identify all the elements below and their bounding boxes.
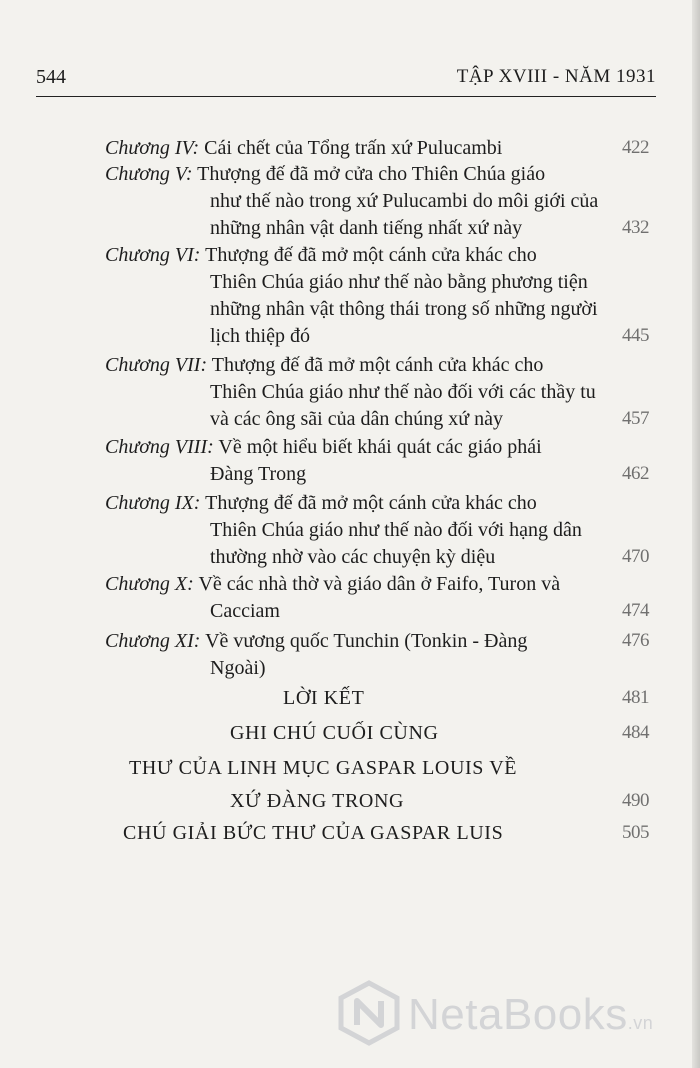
toc-page-number: 474 [622, 600, 649, 621]
chapter-title-line: Về vương quốc Tunchin (Tonkin - Đàng [205, 630, 528, 652]
chapter-title-line: Đàng Trong [210, 463, 307, 485]
chapter-title-line: Thượng đế đã mở một cánh cửa khác cho [211, 354, 544, 376]
toc-page-number: 476 [622, 630, 649, 651]
toc-page-number: 462 [622, 463, 649, 484]
chapter-title-line: và các ông sãi của dân chúng xứ này [210, 408, 503, 430]
chapter-title-line: Ngoài) [210, 657, 266, 679]
chapter-title-line: như thế nào trong xứ Pulucambi do môi giới của [210, 190, 599, 212]
chapter-title-line: lịch thiệp đó [210, 325, 310, 347]
chapter-label: Chương V: [105, 163, 193, 185]
running-title: TẬP XVIII - NĂM 1931 [456, 66, 656, 87]
chapter-title-line: Cacciam [210, 600, 280, 622]
chapter-title-line: Về các nhà thờ và giáo dân ở Faifo, Turon và [198, 573, 561, 595]
chapter-title-line: những nhân vật thông thái trong số những người [210, 298, 598, 320]
chapter-title-line: thường nhờ vào các chuyện kỳ diệu [210, 546, 496, 568]
chapter-title-line: Thượng đế đã mở một cánh cửa khác cho [205, 492, 537, 514]
netabooks-watermark [336, 980, 686, 1050]
chapter-title-line: Về một hiểu biết khái quát các giáo phái [218, 436, 542, 458]
back-matter-title: THƯ CỦA LINH MỤC GASPAR LOUIS VỀ [129, 757, 518, 779]
back-matter-title: XỨ ĐÀNG TRONG [230, 790, 405, 812]
chapter-label: Chương IV: [105, 137, 200, 159]
back-matter-title: CHÚ GIẢI BỨC THƯ CỦA GASPAR LUIS [123, 822, 504, 844]
back-matter-title: LỜI KẾT [283, 687, 365, 709]
chapter-label: Chương VI: [105, 244, 201, 266]
toc-page-number: 484 [622, 722, 649, 743]
chapter-title-line: những nhân vật danh tiếng nhất xứ này [210, 217, 523, 239]
toc-page-number: 422 [622, 137, 649, 158]
chapter-title-line: Thiên Chúa giáo như thế nào đối với hạng dân [210, 519, 582, 541]
chapter-label: Chương IX: [105, 492, 201, 514]
watermark-brand: NetaBooks [408, 990, 628, 1039]
chapter-title-line: Thiên Chúa giáo như thế nào đối với các thầy tu [210, 381, 596, 403]
chapter-title-line: Thiên Chúa giáo như thế nào bằng phương tiện [210, 271, 588, 293]
toc-page-number: 457 [622, 408, 649, 429]
back-matter-title: GHI CHÚ CUỐI CÙNG [230, 722, 439, 744]
toc-page-number: 481 [622, 687, 649, 708]
chapter-label: Chương VIII: [105, 436, 214, 458]
chapter-title-line: Thượng đế đã mở một cánh cửa khác cho [205, 244, 537, 266]
netabooks-logo-icon [336, 980, 402, 1046]
chapter-title-line: Cái chết của Tổng trấn xứ Pulucambi [204, 137, 503, 159]
toc-page-number: 470 [622, 546, 649, 567]
chapter-label: Chương X: [105, 573, 194, 595]
watermark-suffix: .vn [627, 1013, 654, 1033]
chapter-title-line: Thượng đế đã mở cửa cho Thiên Chúa giáo [197, 163, 546, 185]
toc-page-number: 445 [622, 325, 649, 346]
page-number: 544 [36, 66, 66, 88]
chapter-label: Chương VII: [105, 354, 208, 376]
chapter-label: Chương XI: [105, 630, 201, 652]
toc-page-number: 490 [622, 790, 649, 811]
toc-page-number: 432 [622, 217, 649, 238]
toc-page-number: 505 [622, 822, 649, 843]
